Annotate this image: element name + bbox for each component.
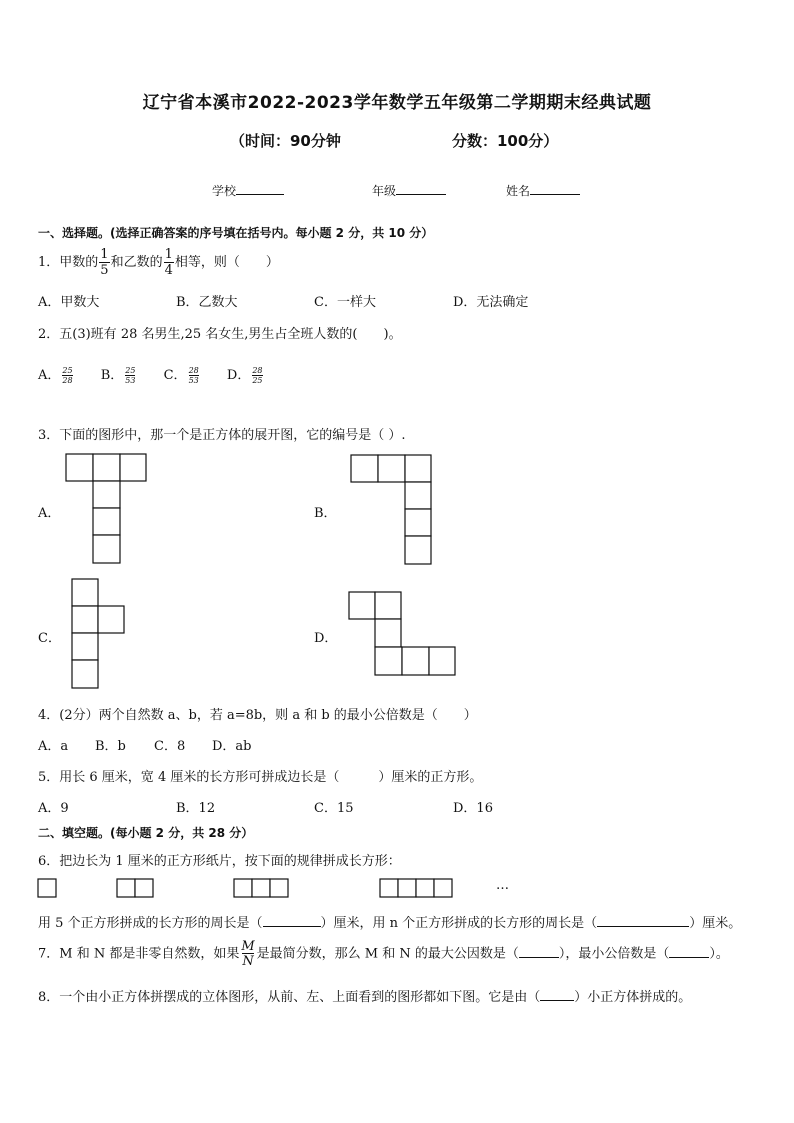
q4-option-a[interactable]: A．a [38, 739, 69, 754]
question-1: 1．甲数的 $\frac{1}{5}$ 和乙数的 $\frac{1}{4}$ 相等，则（ ） [38, 247, 279, 278]
q4-option-c[interactable]: C．8 [154, 739, 186, 754]
continuation-ellipsis: … [496, 878, 509, 893]
q8-blank[interactable] [540, 1000, 574, 1001]
school-blank[interactable] [236, 194, 284, 195]
q7-blank-1[interactable] [519, 957, 559, 958]
score-label: 分数：100分） [452, 132, 559, 150]
name-label: 姓名 [506, 184, 531, 198]
question-3: 3．下面的图形中，那一个是正方体的展开图，它的编号是（ ）. [38, 428, 406, 443]
q1-option-c[interactable]: C．一样大 [314, 295, 376, 310]
section-2-heading: 二、填空题。(每小题 2 分，共 28 分） [38, 826, 254, 840]
q3-option-a-label[interactable]: A． [38, 506, 61, 521]
q5-option-b[interactable]: B．12 [176, 801, 216, 816]
rectangle-2-squares [116, 878, 156, 900]
q2-option-d[interactable]: D． $\frac{28}{25}$ [226, 365, 263, 385]
fraction-m-over-n: $\frac{M}{N}$ [241, 939, 255, 969]
time-label: （时间：90分钟 [230, 132, 341, 150]
q6-blank-2[interactable] [597, 926, 689, 927]
name-blank[interactable] [530, 194, 580, 195]
cube-net-b[interactable] [349, 453, 433, 567]
grade-label: 年级 [372, 184, 397, 198]
q2-option-b[interactable]: B． $\frac{25}{53}$ [100, 365, 136, 385]
rectangle-4-squares [379, 878, 455, 900]
cube-net-d[interactable] [347, 590, 457, 678]
q1-option-d[interactable]: D．无法确定 [453, 295, 529, 310]
q2-option-a[interactable]: A． $\frac{25}{28}$ [38, 365, 73, 385]
q3-option-c-label[interactable]: C． [38, 631, 61, 646]
q1-option-a[interactable]: A．甲数大 [38, 295, 100, 310]
school-field[interactable] [212, 182, 284, 199]
page-title: 辽宁省本溪市2022-2023学年数学五年级第二学期期末经典试题 [142, 93, 652, 113]
question-8: 8．一个由小正方体拼摆成的立体图形，从前、左、上面看到的图形都如下图。它是由（ ）小正方体拼成的。 [38, 990, 692, 1005]
q2-option-c[interactable]: C． $\frac{28}{53}$ [163, 365, 199, 385]
fraction-one-fourth: $\frac{1}{4}$ [164, 247, 173, 278]
rectangle-1-square [37, 878, 59, 900]
q1-option-b[interactable]: B．乙数大 [176, 295, 238, 310]
q5-option-c[interactable]: C．15 [314, 801, 354, 816]
name-field[interactable] [506, 182, 580, 199]
question-5: 5．用长 6 厘米，宽 4 厘米的长方形可拼成边长是（ ）厘米的正方形。 [38, 770, 483, 785]
fraction-one-fifth: $\frac{1}{5}$ [100, 247, 109, 278]
q4-option-b[interactable]: B．b [95, 739, 126, 754]
school-label: 学校 [212, 184, 237, 198]
grade-blank[interactable] [396, 194, 446, 195]
q2-options [38, 364, 265, 385]
cube-net-c[interactable] [70, 577, 128, 691]
question-2: 2．五(3)班有 28 名男生,25 名女生,男生占全班人数的( )。 [38, 327, 402, 342]
q3-option-b-label[interactable]: B． [314, 506, 337, 521]
q5-option-d[interactable]: D．16 [453, 801, 493, 816]
rectangle-3-squares [233, 878, 291, 900]
section-1-heading: 一、选择题。(选择正确答案的序号填在括号内。每小题 2 分，共 10 分） [38, 226, 434, 240]
question-6-fill: 用 5 个正方形拼成的长方形的周长是（ ）厘米，用 n 个正方形拼成的长方形的周长是（ ）厘米。 [38, 916, 742, 931]
q5-option-a[interactable]: A．9 [38, 801, 69, 816]
grade-field[interactable] [372, 182, 446, 199]
question-6: 6．把边长为 1 厘米的正方形纸片，按下面的规律拼成长方形： [38, 854, 401, 869]
q3-option-d-label[interactable]: D． [314, 631, 338, 646]
question-7: 7．M 和 N 都是非零自然数，如果 $\frac{M}{N}$ 是最简分数，那么 M 和 N 的最大公因数是（ ），最小公倍数是（ ）。 [38, 939, 729, 969]
q4-option-d[interactable]: D．ab [212, 739, 252, 754]
cube-net-a[interactable] [64, 452, 148, 566]
q6-blank-1[interactable] [263, 926, 321, 927]
question-4: 4．(2分）两个自然数 a、b，若 a=8b，则 a 和 b 的最小公倍数是（ ） [38, 708, 477, 723]
q7-blank-2[interactable] [669, 957, 709, 958]
